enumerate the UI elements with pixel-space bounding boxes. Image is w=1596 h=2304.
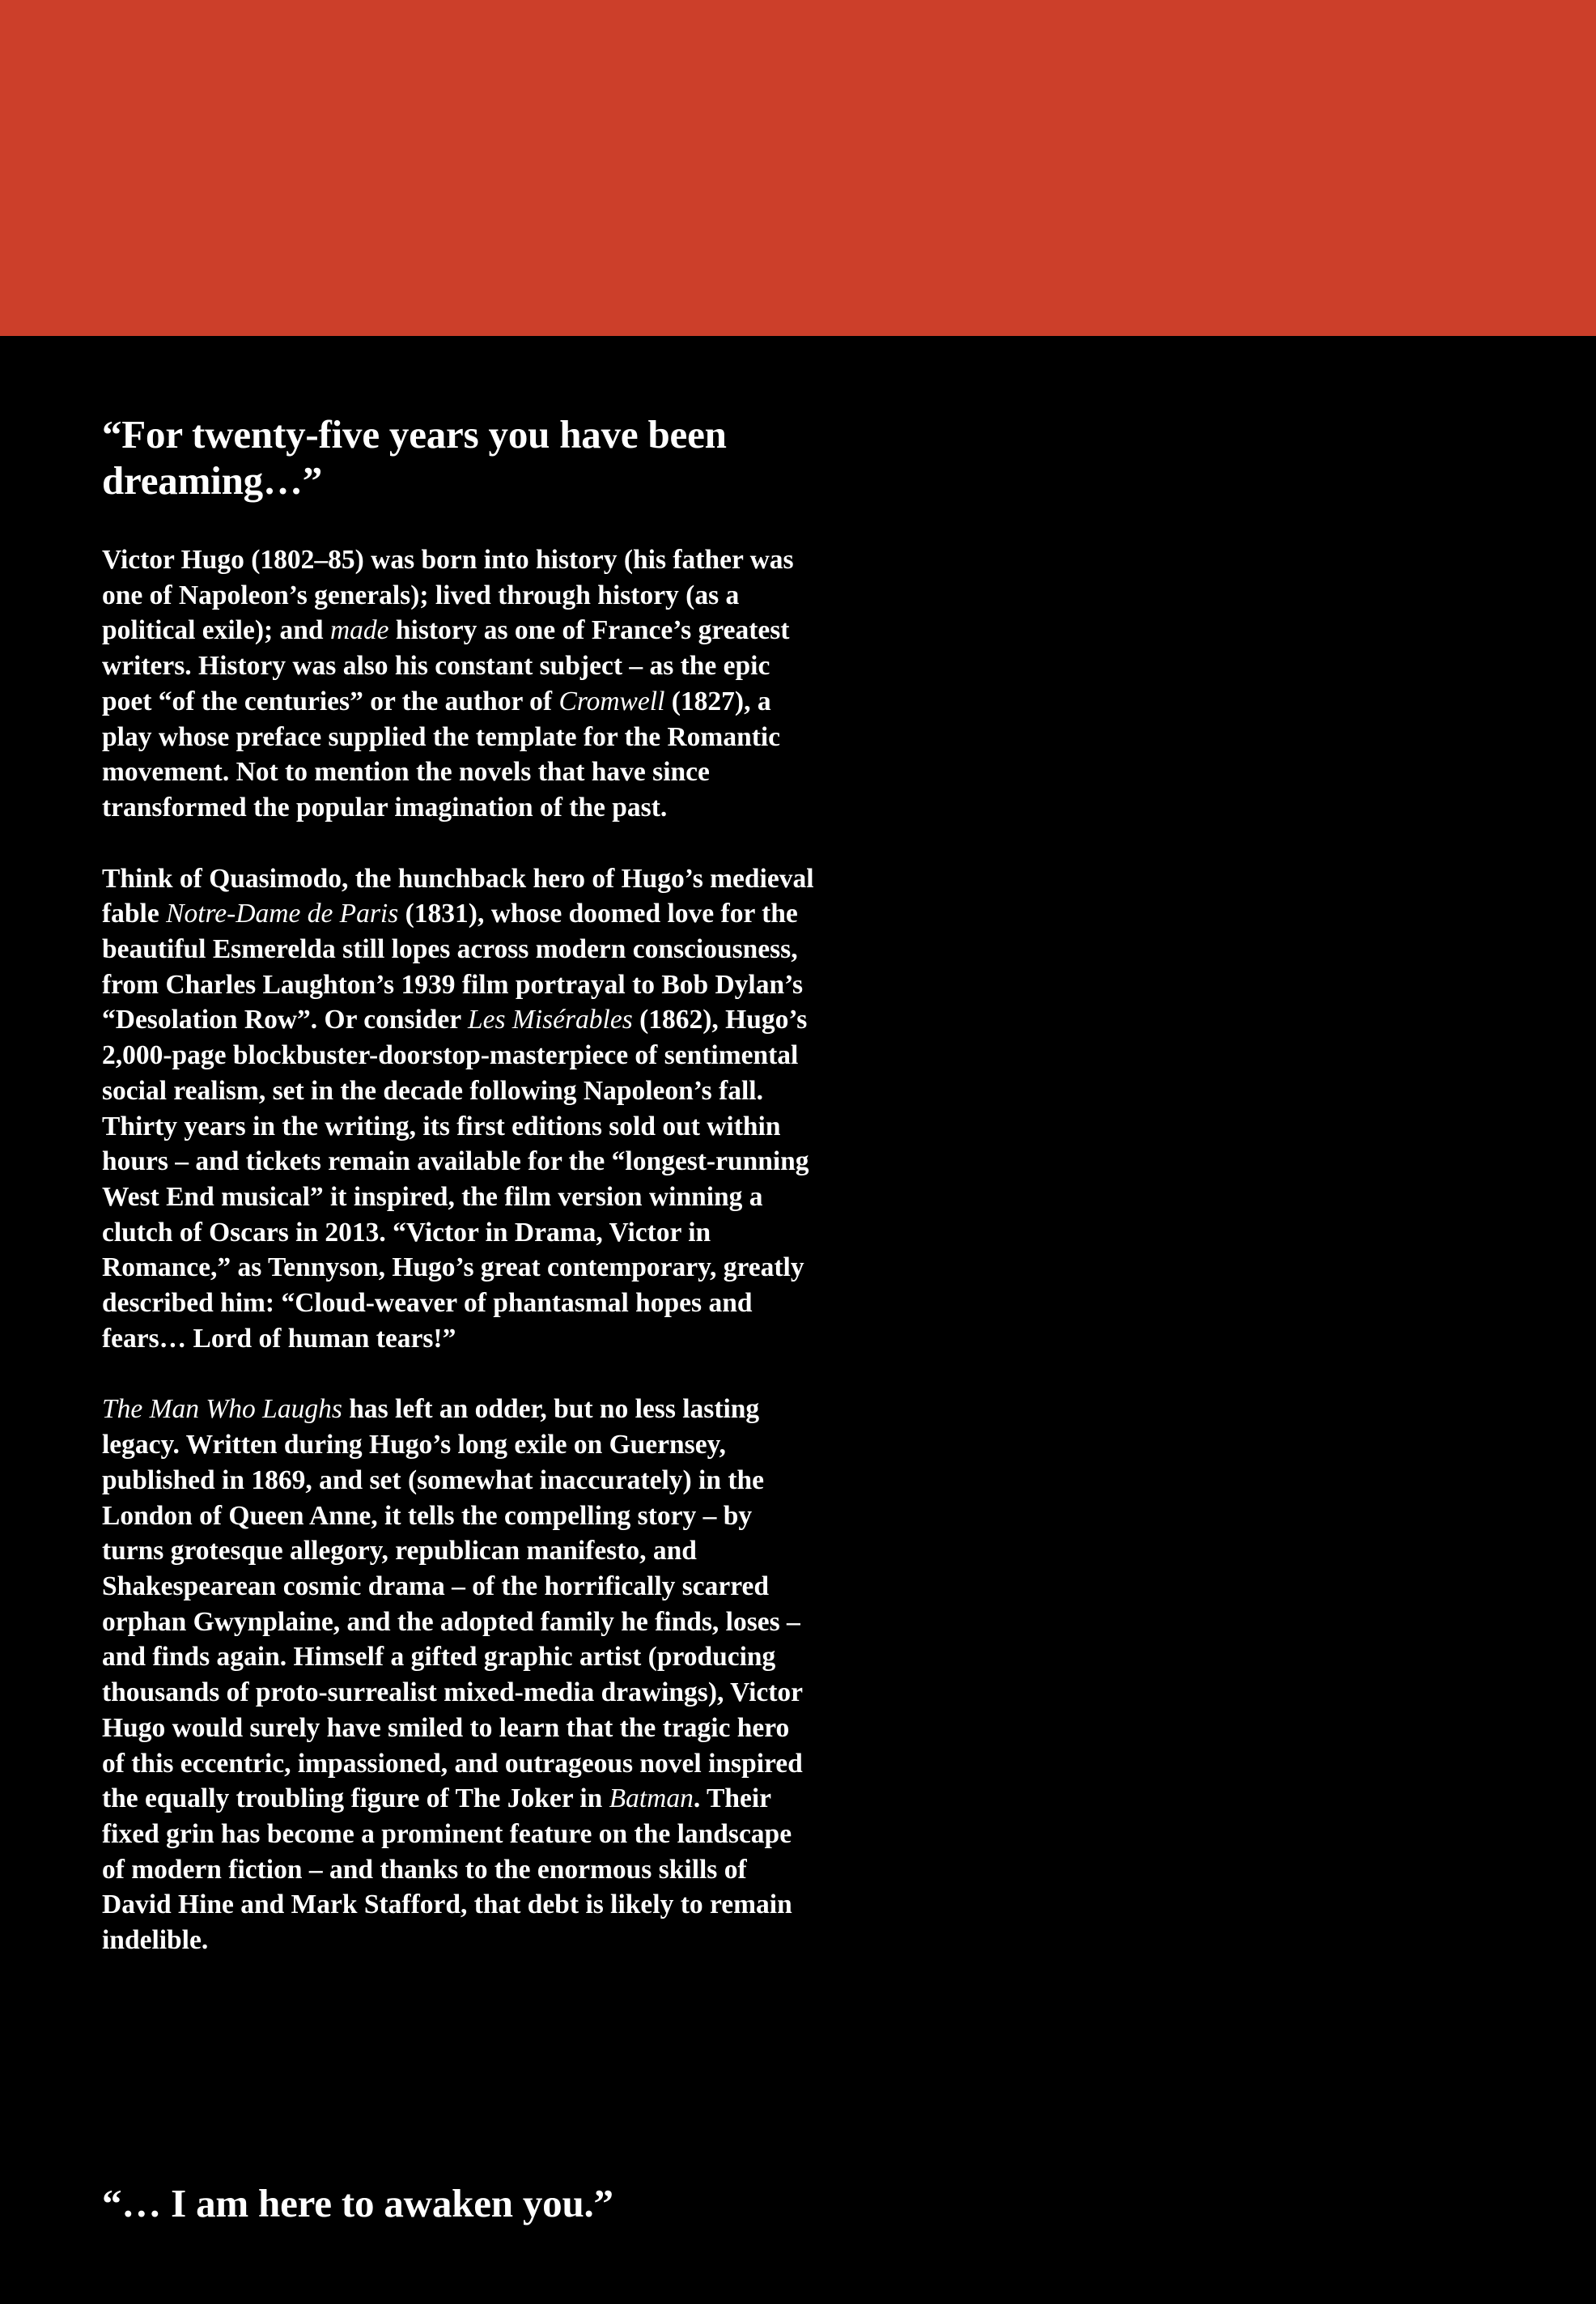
italic-title-cromwell: Cromwell [558, 686, 665, 716]
text-run: (1862), Hugo’s 2,000-page blockbuster-doorstop-masterpiece of sentimental social realism, set in the decade following Napoleon’s fall. Thirty years in the writing, its first editions sold out within hours – and tickets remain available for the “longest-running West End musical” it inspired, the film version winning a clutch of Oscars in 2013. “Victor in Drama, Victor in Romance,” as Tennyson, Hugo’s great contemporary, greatly described him: “Cloud-weaver of phantasmal hopes and fears… Lord of human tears!” [102, 1005, 809, 1354]
text-run: has left an odder, but no less lasting legacy. Written during Hugo’s long exile on Guernsey, published in 1869, and set (somewhat inaccurately) in the London of Queen Anne, it tells the compelling story – by turns grotesque allegory, republican manifesto, and Shakespearean cosmic drama – of the horrifically scarred orphan Gwynplaine, and the adopted family he finds, loses – and finds again. Himself a gifted graphic artist (producing thousands of proto-surrealist mixed-media drawings), Victor Hugo would surely have smiled to learn that the tragic hero of this eccentric, impassioned, and outrageous novel inspired the equally troubling figure of The Joker in [102, 1394, 803, 1814]
closing-quote-heading: “… I am here to awaken you.” [102, 2181, 613, 2225]
italic-title-les-miserables: Les Misérables [467, 1005, 633, 1035]
italic-title-man-who-laughs: The Man Who Laughs [102, 1394, 342, 1425]
italic-title-batman: Batman [609, 1783, 694, 1814]
paragraph-hugo-history [102, 542, 814, 826]
text-run: history as one of France’s greatest writers. History was also his constant subject – as the epic poet “of the centuries” or the author of [102, 615, 790, 716]
italic-title-notre-dame: Notre-Dame de Paris [166, 899, 399, 929]
text-run: . Their fixed grin has become a prominent feature on the landscape of modern fiction – and thanks to the enormous skills of David Hine and Mark Stafford, that debt is likely to remain indelible. [102, 1783, 792, 1956]
text-run: Think of Quasimodo, the hunchback hero of Hugo’s medieval fable [102, 863, 814, 929]
text-run: (1831), whose doomed love for the beautiful Esmerelda still lopes across modern consciousness, from Charles Laughton’s 1939 film portrayal to Bob Dylan’s “Desolation Row”. Or consider [102, 899, 804, 1035]
text-run: (1827), a play whose preface supplied the template for the Romantic movement. Not to mention the novels that have since transformed the popular imagination of the past. [102, 686, 781, 823]
paragraph-man-who-laughs [102, 1392, 814, 1958]
italic-run: made [329, 615, 389, 646]
paragraph-quasimodo [102, 861, 814, 1357]
text-run: Victor Hugo (1802–85) was born into history (his father was one of Napoleon’s generals); lived through history (as a political exile); and [102, 545, 794, 646]
top-color-band [0, 0, 1596, 336]
back-cover-text [102, 411, 814, 1958]
opening-quote-heading: “For twenty-five years you have been dreaming…” [102, 412, 727, 503]
